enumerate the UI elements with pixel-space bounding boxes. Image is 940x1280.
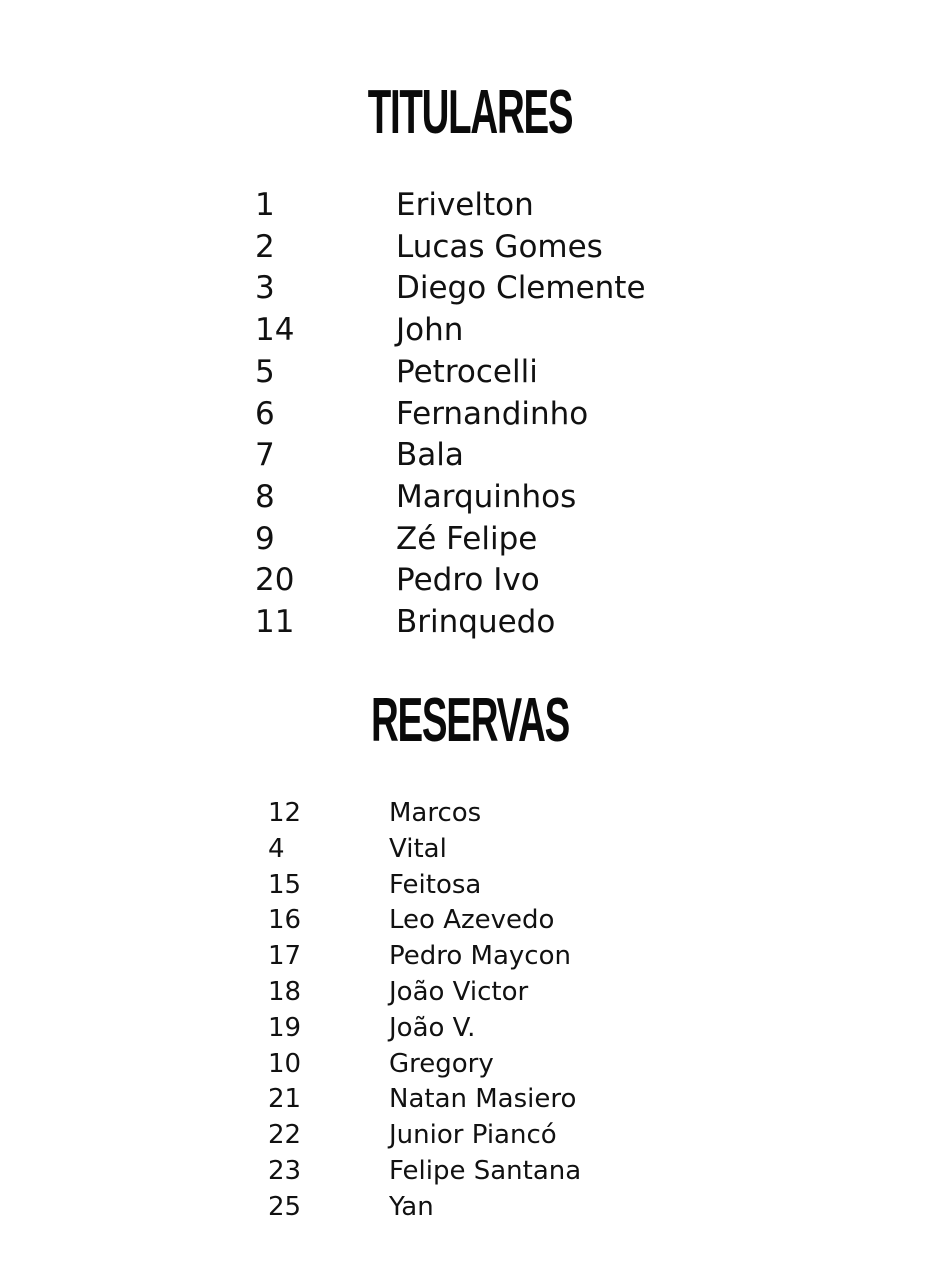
player-number: 11 [255,604,295,640]
player-name: Gregory [389,1048,494,1079]
player-number: 16 [268,905,302,936]
player-number: 9 [255,520,275,557]
player-number: 3 [255,270,275,307]
player-number: 14 [255,312,295,349]
player-number: 8 [255,478,275,515]
player-number: 7 [255,437,275,474]
player-name: Petrocelli [396,353,538,390]
player-number: 20 [255,562,295,599]
player-name: Zé Felipe [396,520,538,557]
player-name: Pedro Maycon [389,941,571,972]
player-number: 18 [268,977,302,1007]
player-name: Natan Masiero [389,1084,577,1115]
player-number: 4 [268,833,285,864]
player-name: Fernandinho [396,395,589,432]
reservas-heading: RESERVAS [370,686,570,755]
player-name: Felipe Santana [389,1156,582,1186]
player-name: Yan [389,1191,434,1222]
player-name: Junior Piancó [389,1120,557,1151]
player-name: João Victor [389,977,529,1007]
player-number: 17 [268,941,302,972]
player-number: 19 [268,1012,302,1043]
player-name: Marcos [389,798,482,828]
player-number: 5 [255,353,275,390]
player-number: 21 [268,1084,302,1115]
titulares-heading: TITULARES [367,78,573,147]
player-name: Lucas Gomes [396,228,603,265]
player-number: 6 [255,395,275,432]
player-name: Feitosa [389,869,482,900]
player-number: 22 [268,1120,302,1151]
player-name: Leo Azevedo [389,905,555,936]
player-name: Marquinhos [396,478,577,515]
player-name: Brinquedo [396,604,556,640]
player-name: John [396,312,464,349]
player-name: Erivelton [396,187,534,223]
player-number: 23 [268,1156,302,1186]
player-number: 12 [268,798,302,828]
player-number: 10 [268,1048,302,1079]
player-name: Vital [389,833,447,864]
player-name: Pedro Ivo [396,562,540,599]
player-name: Diego Clemente [396,270,646,307]
player-number: 15 [268,869,302,900]
player-number: 25 [268,1191,302,1222]
player-name: Bala [396,437,464,474]
player-number: 2 [255,228,275,265]
player-number: 1 [255,187,275,223]
player-name: João V. [389,1012,476,1043]
